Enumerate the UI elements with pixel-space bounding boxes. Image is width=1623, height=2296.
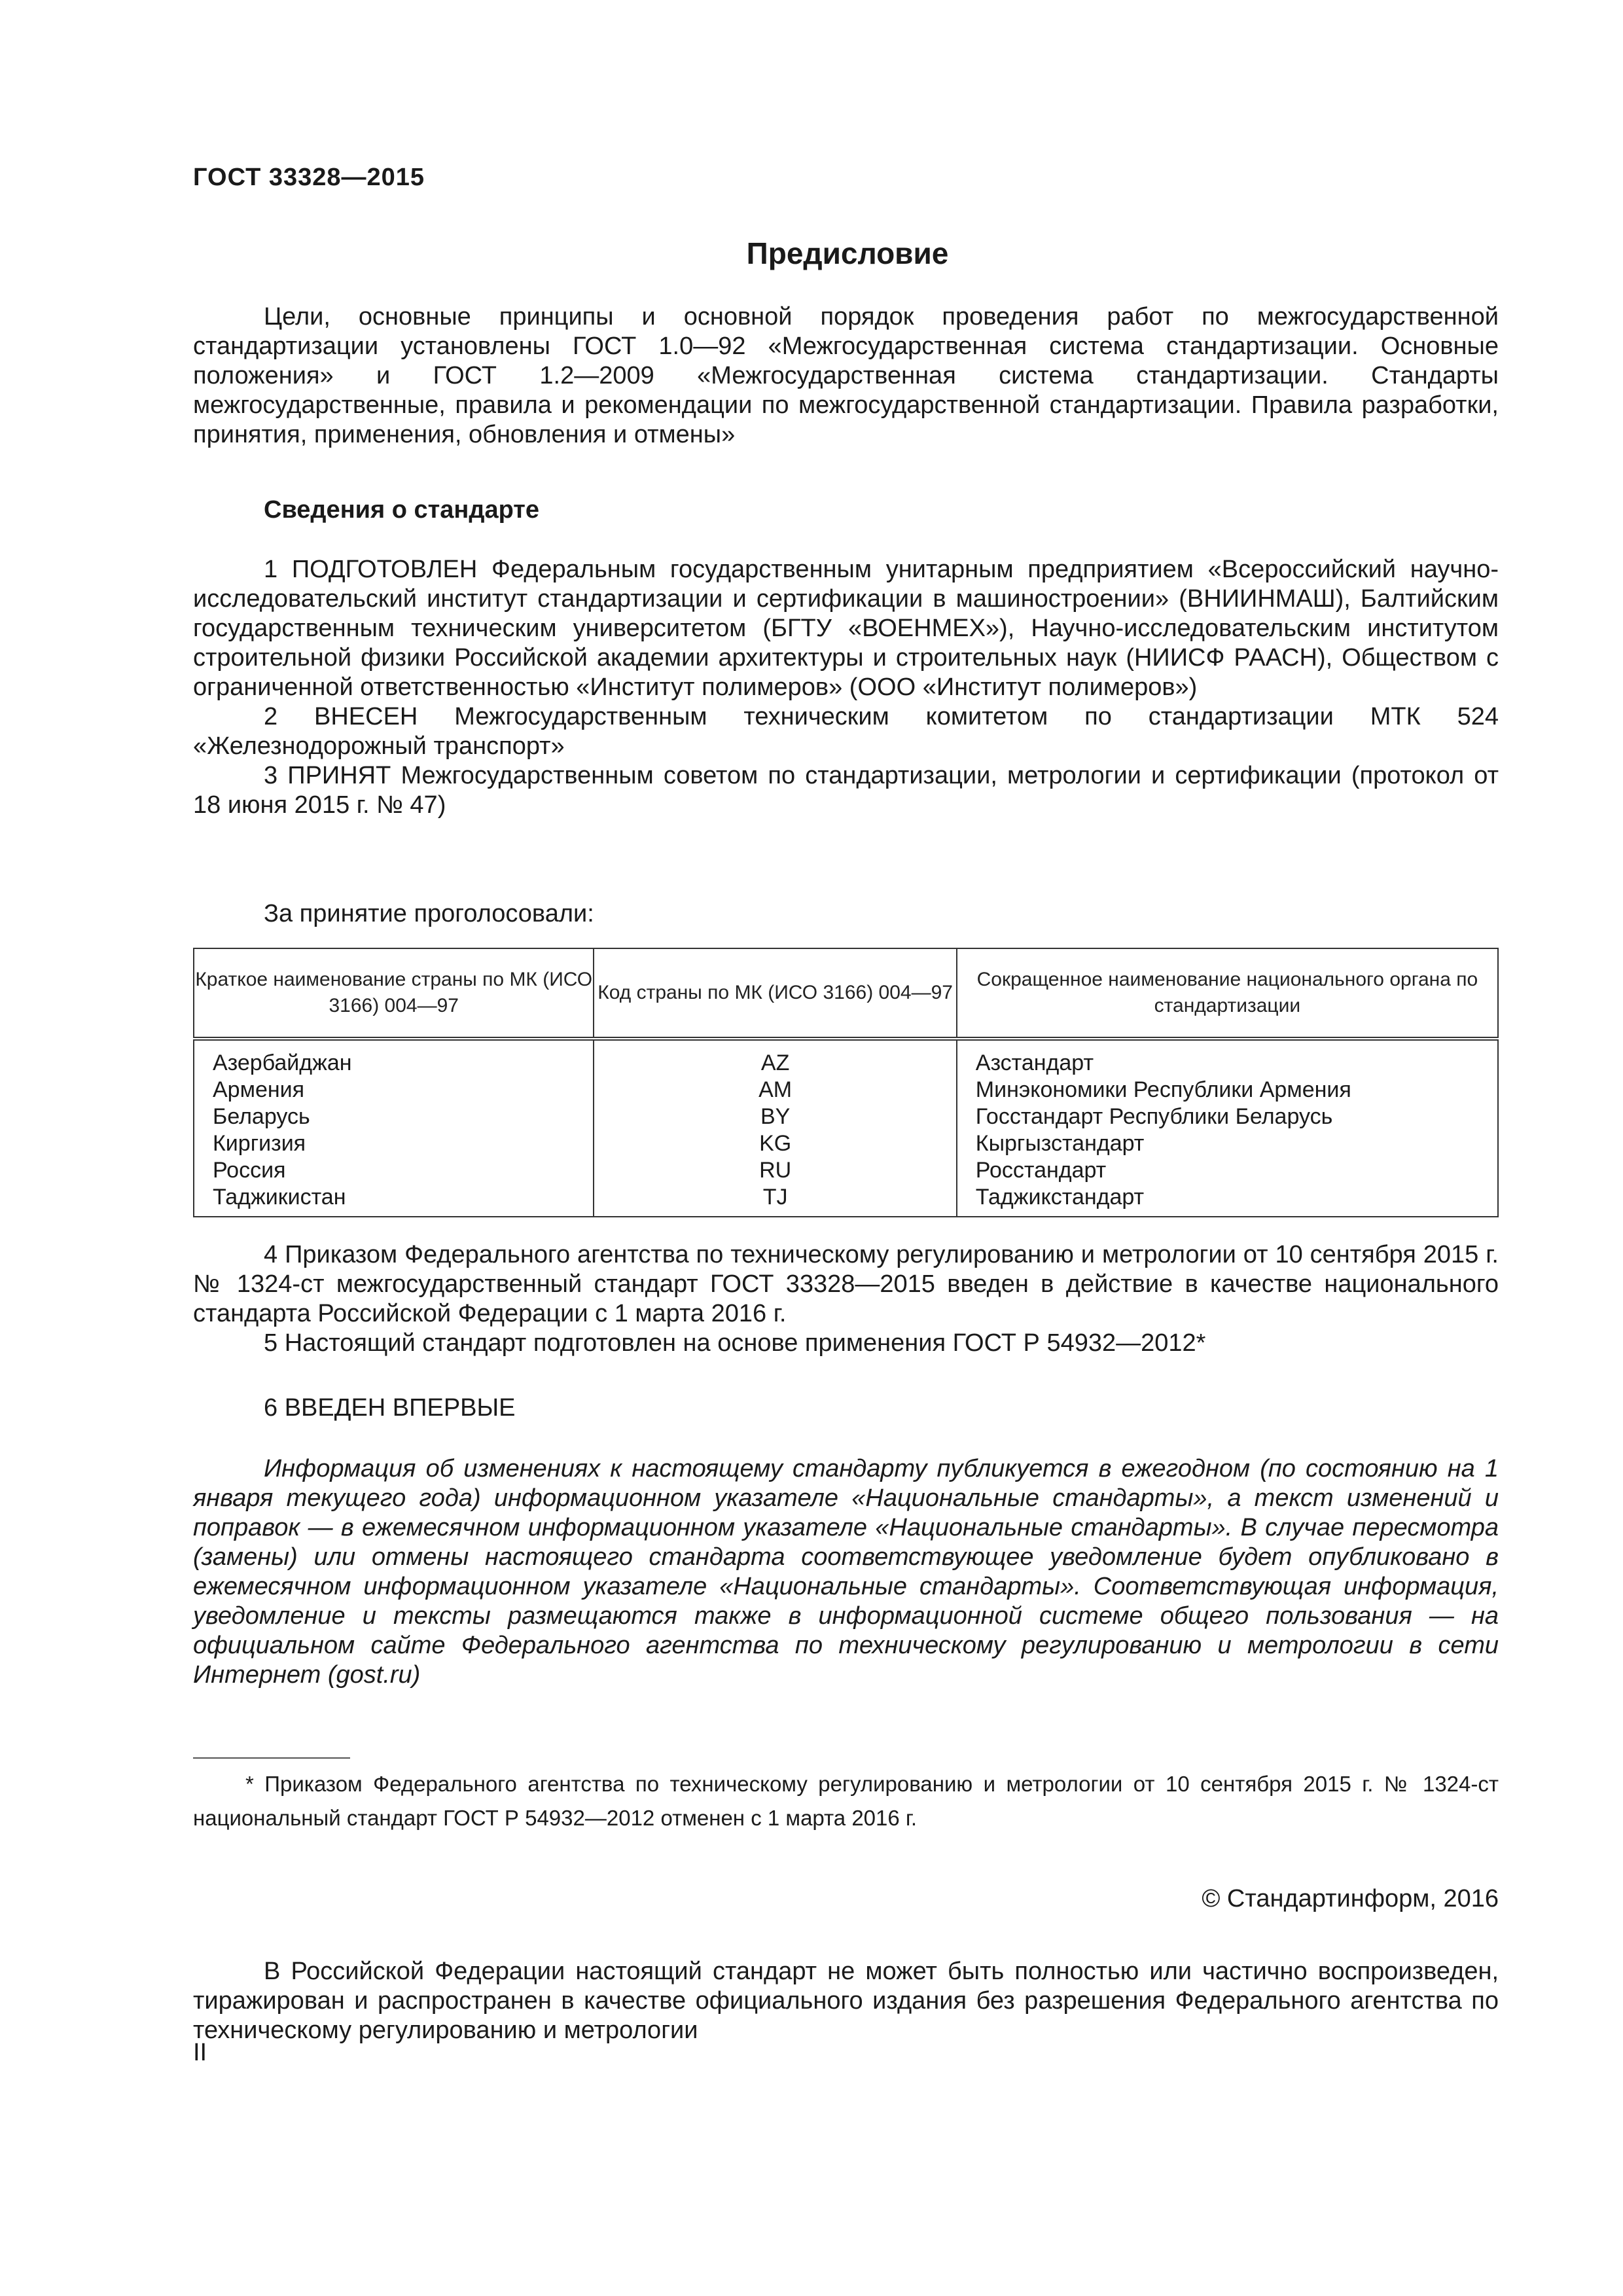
info-heading-block	[193, 496, 1499, 524]
table-row	[194, 1184, 1498, 1217]
item-4: 4 Приказом Федерального агентства по техническому регулированию и метрологии от 10 сентября 2015 г. № 1324-ст межгосударственный стандарт ГОСТ 33328—2015 введен в действие в качестве национального стандарта Российской Федерации с 1 марта 2016 г.	[193, 1241, 1499, 1327]
page-number: II	[193, 2039, 207, 2066]
table-row	[194, 1130, 1498, 1157]
info-heading: Сведения о стандарте	[264, 496, 540, 524]
code-cell: RU	[594, 1157, 956, 1184]
item-6-block	[193, 1394, 1499, 1422]
table-row	[194, 1157, 1498, 1184]
item-5: 5 Настоящий стандарт подготовлен на основе применения ГОСТ Р 54932—2012*	[264, 1329, 1206, 1357]
body-cell: Минэкономики Республики Армения	[957, 1077, 1498, 1103]
info-italic-block	[193, 1454, 1499, 1690]
final-block	[193, 1957, 1499, 2045]
country-cell: Россия	[194, 1157, 594, 1184]
country-cell: Армения	[194, 1077, 594, 1103]
body-cell: Таджикстандарт	[957, 1184, 1498, 1217]
table-row	[194, 1103, 1498, 1130]
country-cell: Таджикистан	[194, 1184, 594, 1217]
header-body: Сокращенное наименование национального органа по стандартизации	[957, 948, 1498, 1039]
body-cell: Госстандарт Республики Беларусь	[957, 1103, 1498, 1130]
intro-paragraph: Цели, основные принципы и основной порядок проведения работ по межгосударственной стандартизации установлены ГОСТ 1.0—92 «Межгосударственная система стандартизации. Основные положения» и ГОСТ 1.2—2009 «Межгосударственная система стандартизации. Стандарты межгосударственные, правила и рекомендации по межгосударственной стандартизации. Правила разработки, принятия, применения, обновления и отмены»	[193, 303, 1499, 448]
code-cell: BY	[594, 1103, 956, 1130]
item-6: 6 ВВЕДЕН ВПЕРВЫЕ	[264, 1394, 516, 1422]
document-header: ГОСТ 33328—2015	[193, 164, 425, 191]
code-cell: AZ	[594, 1039, 956, 1077]
info-italic-paragraph: Информация об изменениях к настоящему стандарту публикуется в ежегодном (по состоянию на 1 января текущего года) информационном указателе «Национальные стандарты», а текст изменений и поправок — в ежемесячном информационном указателе «Национальные стандарты». В случае пересмотра (замены) или отмены настоящего стандарта соответствующее уведомление будет опубликовано в ежемесячном информационном указателе «Национальные стандарты». Соответствующая информация, уведомление и тексты размещаются также в информационной системе общего пользования — на официальном сайте Федерального агентства по техническому регулированию и метрологии в сети Интернет (gost.ru)	[193, 1455, 1499, 1689]
reproduction-notice: В Российской Федерации настоящий стандарт не может быть полностью или частично воспроизведен, тиражирован и распространен в качестве официального издания без разрешения Федерального агентства по техническому регулированию и метрологии	[193, 1958, 1499, 2044]
item-2: 2 ВНЕСЕН Межгосударственным техническим комитетом по стандартизации МТК 524 «Железнодорожный транспорт»	[193, 703, 1499, 760]
country-cell: Азербайджан	[194, 1039, 594, 1077]
footnote-separator	[193, 1757, 350, 1759]
copyright: © Стандартинформ, 2016	[1202, 1885, 1499, 1912]
body-cell: Азстандарт	[957, 1039, 1498, 1077]
voted-block	[193, 900, 1499, 928]
body-cell: Кыргызстандарт	[957, 1130, 1498, 1157]
code-cell: AM	[594, 1077, 956, 1103]
header-country: Краткое наименование страны по МК (ИСО 3166) 004—97	[194, 948, 594, 1039]
item-3: 3 ПРИНЯТ Межгосударственным советом по стандартизации, метрологии и сертификации (протокол от 18 июня 2015 г. № 47)	[193, 762, 1499, 819]
country-cell: Киргизия	[194, 1130, 594, 1157]
table-row	[194, 1077, 1498, 1103]
footnote: * Приказом Федерального агентства по техническому регулированию и метрологии от 10 сентября 2015 г. № 1324-ст национальный стандарт ГОСТ Р 54932—2012 отменен с 1 марта 2016 г.	[193, 1772, 1499, 1830]
table-header-row	[194, 948, 1498, 1039]
code-cell: TJ	[594, 1184, 956, 1217]
intro-block	[193, 302, 1499, 450]
table-row	[194, 1039, 1498, 1077]
country-cell: Беларусь	[194, 1103, 594, 1130]
items-block	[193, 555, 1499, 820]
header-code: Код страны по МК (ИСО 3166) 004—97	[594, 948, 956, 1039]
item-1: 1 ПОДГОТОВЛЕН Федеральным государственным унитарным предприятием «Всероссийский научно-исследовательский институт стандартизации и сертификации в машиностроении» (ВНИИНМАШ), Балтийским государственным техническим университетом (БГТУ «ВОЕНМЕХ»), Научно-исследовательским институтом строительной физики Российской академии архитектуры и строительных наук (НИИСФ РААСН), Обществом с ограниченной ответственностью «Институт полимеров» (ООО «Институт полимеров»)	[193, 556, 1499, 701]
code-cell: KG	[594, 1130, 956, 1157]
items-after-table	[193, 1240, 1499, 1358]
body-cell: Росстандарт	[957, 1157, 1498, 1184]
voted-label: За принятие проголосовали:	[264, 900, 594, 927]
section-title: Предисловие	[746, 236, 949, 270]
voting-table	[193, 948, 1499, 1217]
